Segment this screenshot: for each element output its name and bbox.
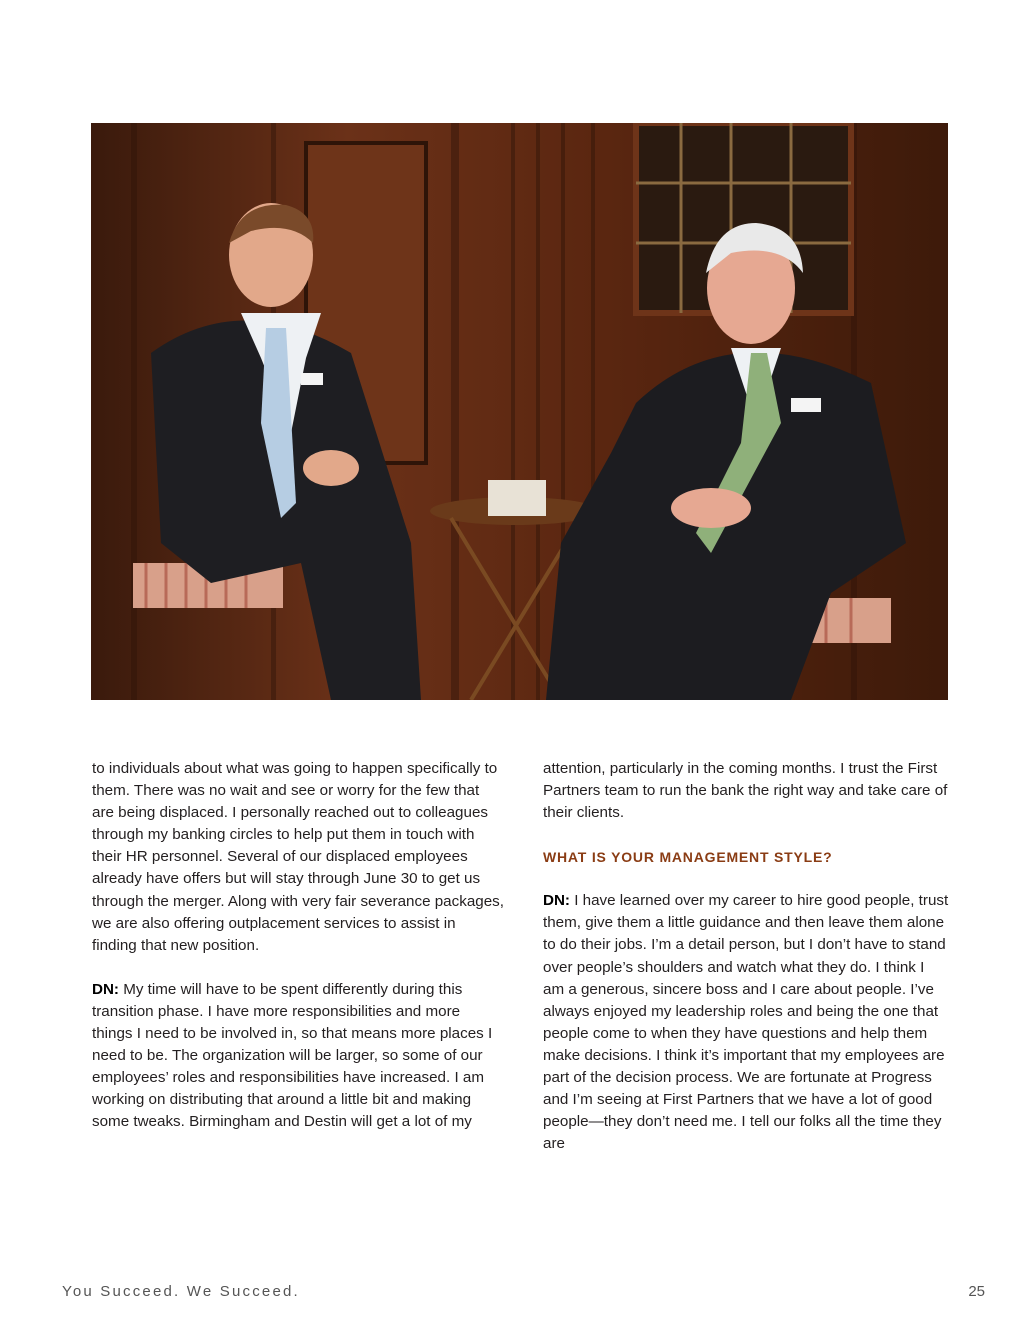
right-paragraph-1: attention, particularly in the coming months. I trust the First Partners team to run the bank the right way and take care of their clients. <box>543 760 948 822</box>
interview-photo <box>91 123 948 700</box>
right-paragraph-2-text: I have learned over my career to hire good people, trust them, give them a little guidance and then leave them alone to do their jobs. I’m a detail person, but I don’t have to stand over people’s shoulders and watch what they do. I think I am a generous, sincere boss and I care about people. I’ve always enjoyed my leadership roles and being the one that people come to when they have questions and help them make decisions. I think it’s important that my employees are part of the decision process. We are fortunate at Progress and I’m seeing at First Partners that we have a lot of good people—they don’t need me. I tell our folks all the time they are <box>543 892 949 1153</box>
left-paragraph-2-text: My time will have to be spent differently during this transition phase. I have more responsibilities and more things I need to be involved in, so that means more places I need to be. The organization will be larger, so some of our employees’ roles and responsibilities have increased. I am working on distributing that around a little bit and making some tweaks. Birmingham and Destin will get a lot of my <box>92 980 493 1131</box>
left-paragraph-1: to individuals about what was going to happen specifically to them. There was no wait and see or worry for the few that are being displaced. I personally reached out to colleagues through my banking circles to help put them in touch with their HR personnel. Several of our displaced employees already have offers but will stay through June 30 to get us through the merger. Along with very fair severance packages, we are also offering outplacement services to assist in finding that new position. <box>92 760 504 954</box>
page-number: 25 <box>968 1283 985 1300</box>
photo-two-men-seated <box>91 123 948 700</box>
right-column <box>543 758 949 1177</box>
speaker-initials: DN: <box>92 980 119 998</box>
section-heading: WHAT IS YOUR MANAGEMENT STYLE? <box>543 849 833 866</box>
footer-tagline: You Succeed. We Succeed. <box>62 1283 300 1300</box>
left-paragraph-2 <box>92 979 504 1134</box>
speaker-initials: DN: <box>543 892 570 910</box>
right-paragraph-2 <box>543 890 949 1155</box>
left-column <box>92 758 504 1156</box>
